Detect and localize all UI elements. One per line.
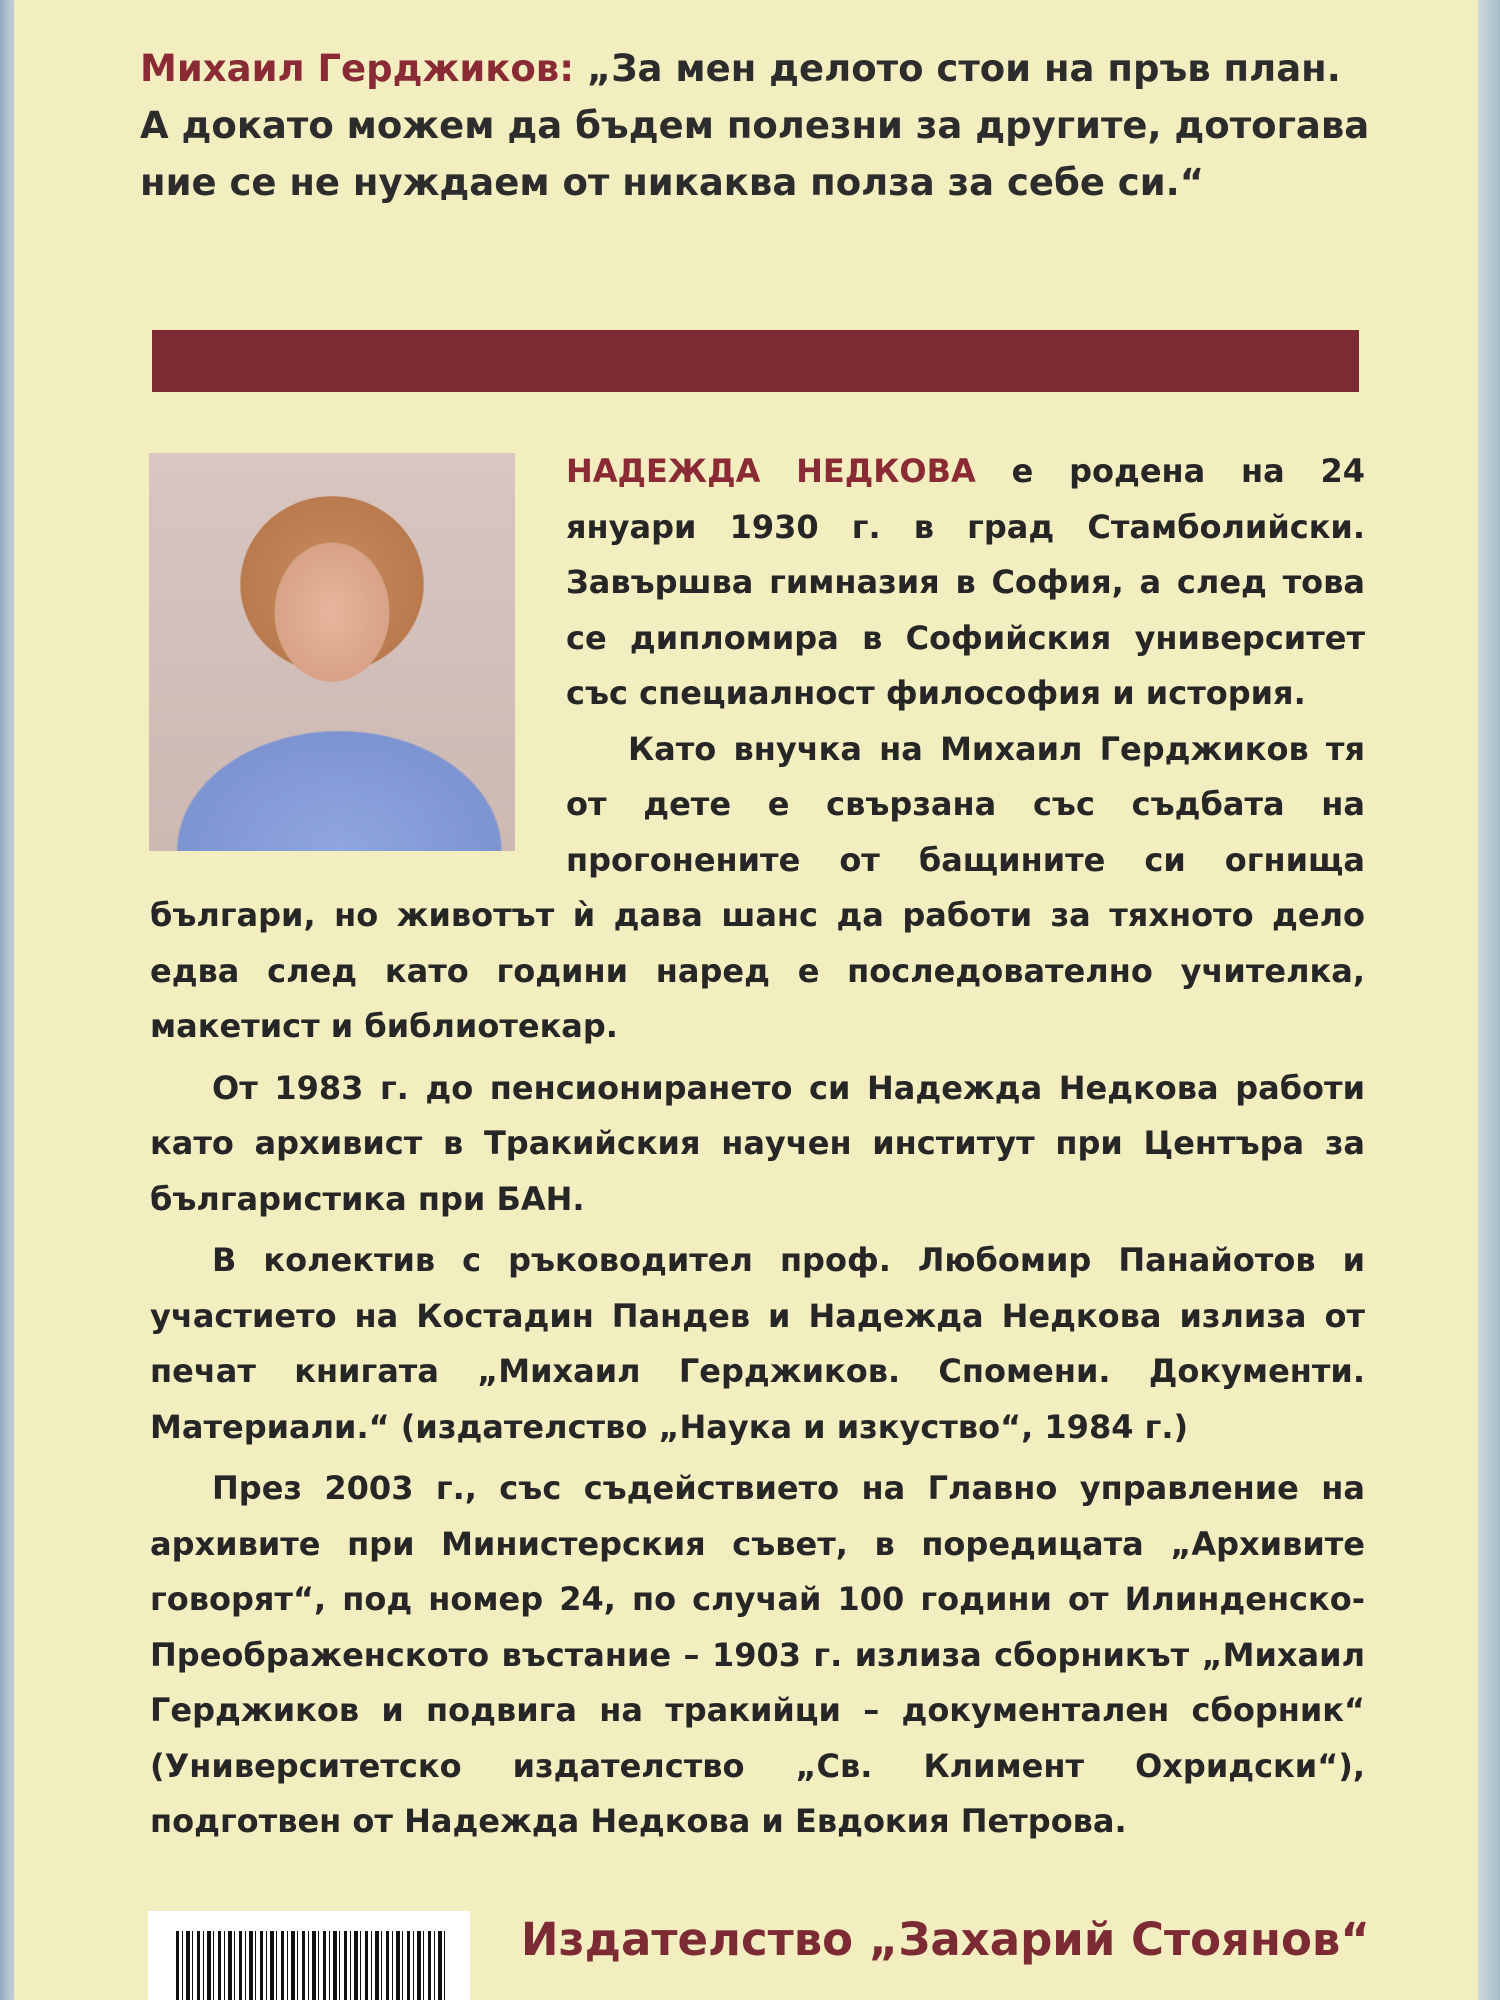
- bio-paragraph-3: От 1983 г. до пенсионирането си Надежда Недкова работи като архивист в Тракийския научен институт при Центъра за българистика при БАН.: [150, 1068, 1365, 1218]
- barcode: [176, 1931, 446, 2000]
- author-biography: [150, 444, 1365, 1850]
- publisher-name: Издателство „Захарий Стоянов“: [520, 1913, 1370, 1966]
- photo-spacer: [150, 444, 516, 856]
- barcode-label: [148, 1911, 470, 2000]
- quote-text: „За мен делото стои на пръв план. А докато можем да бъдем полезни за другите, дотогава ние се не нуждаем от никаква полза за себе си.“: [140, 47, 1370, 204]
- quote-author: Михаил Герджиков:: [140, 47, 575, 90]
- bio-paragraph-1-text: е родена на 24 януари 1930 г. в град Стамболийски. Завършва гимназия в София, а след това се дипломира в Софийския университет със специалност философия и история.: [566, 452, 1366, 712]
- divider-bar: [152, 330, 1359, 392]
- background-strip-left: [0, 0, 14, 2000]
- background-strip-right: [1478, 0, 1500, 2000]
- bio-paragraph-4: В колектив с ръководител проф. Любомир Панайотов и участието на Костадин Пандев и Надежда Недкова излиза от печат книгата „Михаил Герджиков. Спомени. Документи. Материали.“ (издателство „Наука и изкуство“, 1984 г.): [150, 1241, 1365, 1446]
- author-quote: [140, 40, 1380, 211]
- bio-paragraph-5: През 2003 г., със съдействието на Главно управление на архивите при Министерския съвет, в поредицата „Архивите говорят“, под номер 24, по случай 100 години от Илинденско-Преображенското въстание – 1903 г. излиза сборникът „Михаил Герджиков и подвига на тракийци – документален сборник“ (Университетско издателство „Св. Климент Охридски“), подготвен от Надежда Недкова и Евдокия Петрова.: [150, 1469, 1365, 1840]
- bio-paragraph-2: Като внучка на Михаил Герджиков тя от дете е свързана със съдбата на прогонените от бащините си огнища българи, но животът ѝ дава шанс да работи за тяхното дело едва след като години наред е последователно учителка, макетист и библиотекар.: [150, 729, 1365, 1045]
- author-name: НАДЕЖДА НЕДКОВА: [566, 452, 976, 490]
